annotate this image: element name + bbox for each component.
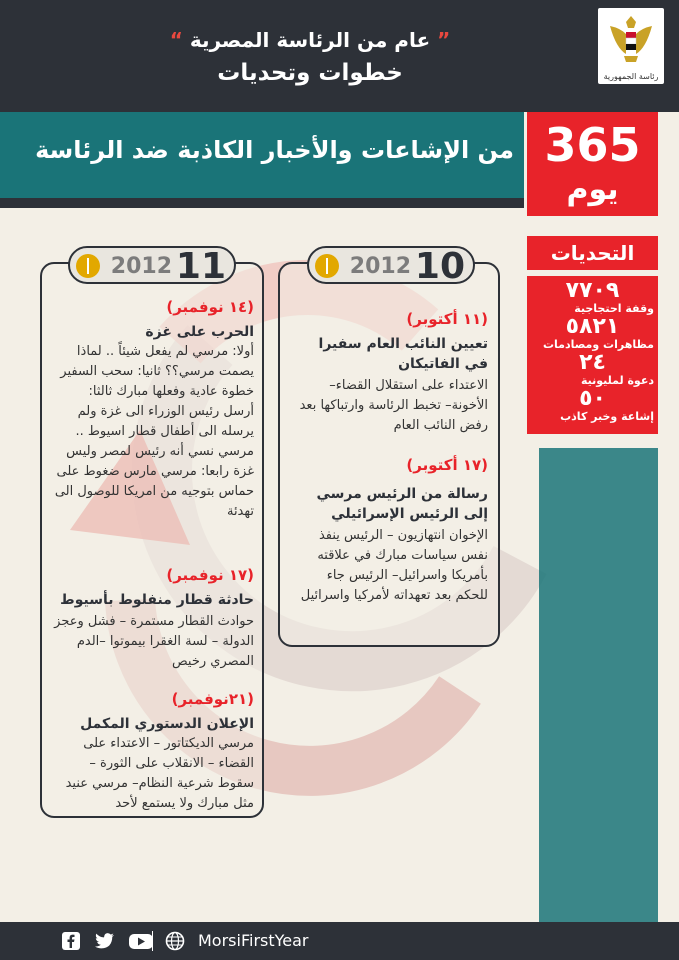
challenges-heading: التحديات (527, 236, 658, 270)
twitter-icon[interactable] (94, 931, 116, 951)
november-year-pill (68, 246, 236, 287)
logo-caption: رئاسة الجمهورية (603, 72, 659, 81)
pill-month: 11 (175, 246, 226, 287)
header-line-1-text: عام من الرئاسة المصرية (189, 28, 431, 52)
entry-title: رسالة من الرئيس مرسي إلى الرئيس الإسرائيلي (316, 486, 488, 522)
entry-date: (١٤ نوفمبر) (166, 298, 254, 316)
entry-body: مرسي الديكتاتور – الاعتداء على القضاء – الانقلاب على الثورة – سقوط شرعية النظام– مرسي عنيد مثل مبارك ولا يستمع لأحد (65, 736, 254, 811)
challenge-value: ٢٤ (579, 350, 606, 375)
pill-year: 2012 (349, 254, 411, 279)
entry-title: الحرب على غزة (145, 324, 254, 340)
challenge-label: مظاهرات ومصادمات (542, 338, 654, 351)
entry-date: (١١ أكتوبر) (406, 310, 488, 328)
entry-date: (٢١نوفمبر) (171, 690, 254, 708)
quote-mark-icon: “ (169, 28, 183, 52)
band-title: من الإشاعات والأخبار الكاذبة ضد الرئاسة (35, 136, 514, 164)
challenge-label: وقفة احتجاجية (574, 302, 654, 315)
footer-divider (152, 931, 153, 951)
footer-handle[interactable]: MorsiFirstYear (198, 931, 309, 950)
youtube-icon[interactable] (128, 931, 154, 951)
pie-icon (315, 254, 339, 278)
entry-title: الإعلان الدستوري المكمل (80, 716, 254, 732)
entry-body: الاعتداء على استقلال القضاء– الأخونة– تخبط الرئاسة وارتباكها بعد رفض النائب العام (299, 378, 488, 433)
october-year-pill (307, 246, 475, 287)
pill-year: 2012 (110, 254, 172, 279)
web-icon[interactable] (164, 931, 186, 951)
entry-date: (١٧ أكتوبر) (406, 456, 488, 474)
entry-body: أولا: مرسي لم يفعل شيئاً .. لماذا يصمت مرسي؟؟ ثانيا: سحب السفير خطوة عادية وفعلها مبارك ثالثا: أرسل رئيس الوزراء الى غزة ولم يرسله الى أطفال قطار اسيوط .. مرسي نسي أنه رئيس لمصر وليس غزة رابعا: مرسي مارس ضغوط على حماس بتوجيه من امريكا للوصول الى تهدئة (54, 344, 254, 519)
challenge-value: ٥٨٢١ (565, 314, 620, 339)
challenge-value: ٥٠ (579, 386, 606, 411)
entry-date: (١٧ نوفمبر) (166, 566, 254, 584)
counter-number: 365 (544, 118, 641, 172)
entry-body: الإخوان انتهازيون – الرئيس ينفذ نفس سياسات مبارك في علاقته بأمريكا واسرائيل– الرئيس جاء للحكم بعد تعهداته لأمركيا واسرائيل (300, 528, 488, 603)
entry-body: حوادث القطار مستمرة – فشل وعجز الدولة – لسة الغقرا بيموتوا –الدم المصري رخيص (54, 614, 254, 669)
challenge-value: ٧٧٠٩ (565, 278, 620, 303)
pie-icon (76, 254, 100, 278)
facebook-icon[interactable] (60, 931, 82, 951)
entry-title: تعيين النائب العام سفيرا في الفاتيكان (318, 336, 488, 372)
quote-mark-icon: ” (437, 28, 451, 52)
header-line-2: خطوات وتحديات (217, 60, 403, 86)
challenge-label: إشاعة وخبر كاذب (560, 410, 654, 423)
side-strip (539, 448, 658, 922)
entry-title: حادثة قطار منفلوط بأسيوط (60, 592, 254, 608)
counter-unit: يوم (566, 172, 619, 207)
challenge-label: دعوة لمليونية (580, 374, 654, 387)
pill-month: 10 (414, 246, 465, 287)
